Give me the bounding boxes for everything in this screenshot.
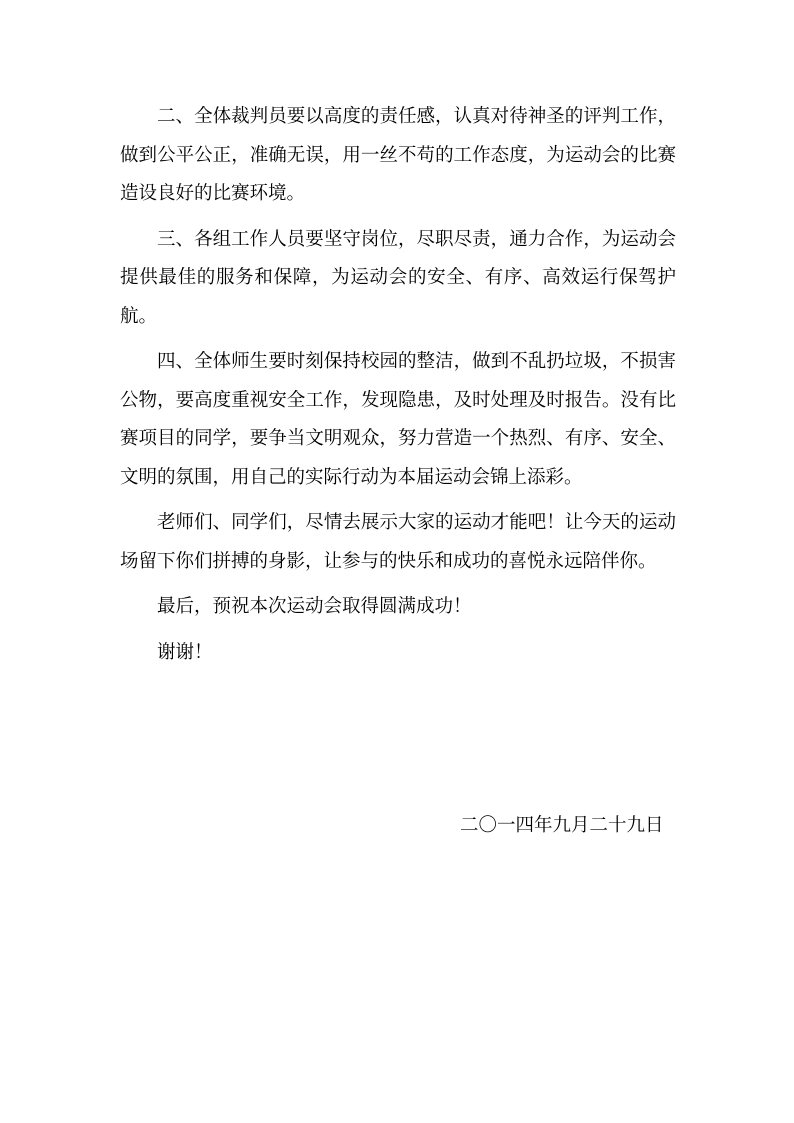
paragraph-thanks: 谢谢！	[157, 641, 213, 663]
paragraph-encouragement: 老师们、同学们，尽情去展示大家的运动才能吧！让今天的运动场留下你们拼搏的身影，让参与的快乐和成功的喜悦永远陪伴你。	[120, 512, 676, 572]
paragraph-referees: 二、全体裁判员要以高度的责任感，认真对待神圣的评判工作，做到公平公正，准确无误，用一丝不苟的工作态度，为运动会的比赛造设良好的比赛环境。	[120, 106, 676, 204]
paragraph-teachers-students: 四、全体师生要时刻保持校园的整洁，做到不乱扔垃圾，不损害公物，要高度重视安全工作，发现隐患，及时处理及时报告。没有比赛项目的同学，要争当文明观众，努力营造一个热烈、有序、安全、文明的氛围，用自己的实际行动为本届运动会锦上添彩。	[120, 351, 676, 488]
document-body	[120, 98, 676, 672]
paragraph-staff: 三、各组工作人员要坚守岗位，尽职尽责，通力合作，为运动会提供最佳的服务和保障，为运动会的安全、有序、高效运行保驾护航。	[120, 228, 676, 327]
paragraph-wishes: 最后，预祝本次运动会取得圆满成功！	[157, 596, 472, 617]
document-date: 二〇一四年九月二十九日	[460, 815, 664, 836]
